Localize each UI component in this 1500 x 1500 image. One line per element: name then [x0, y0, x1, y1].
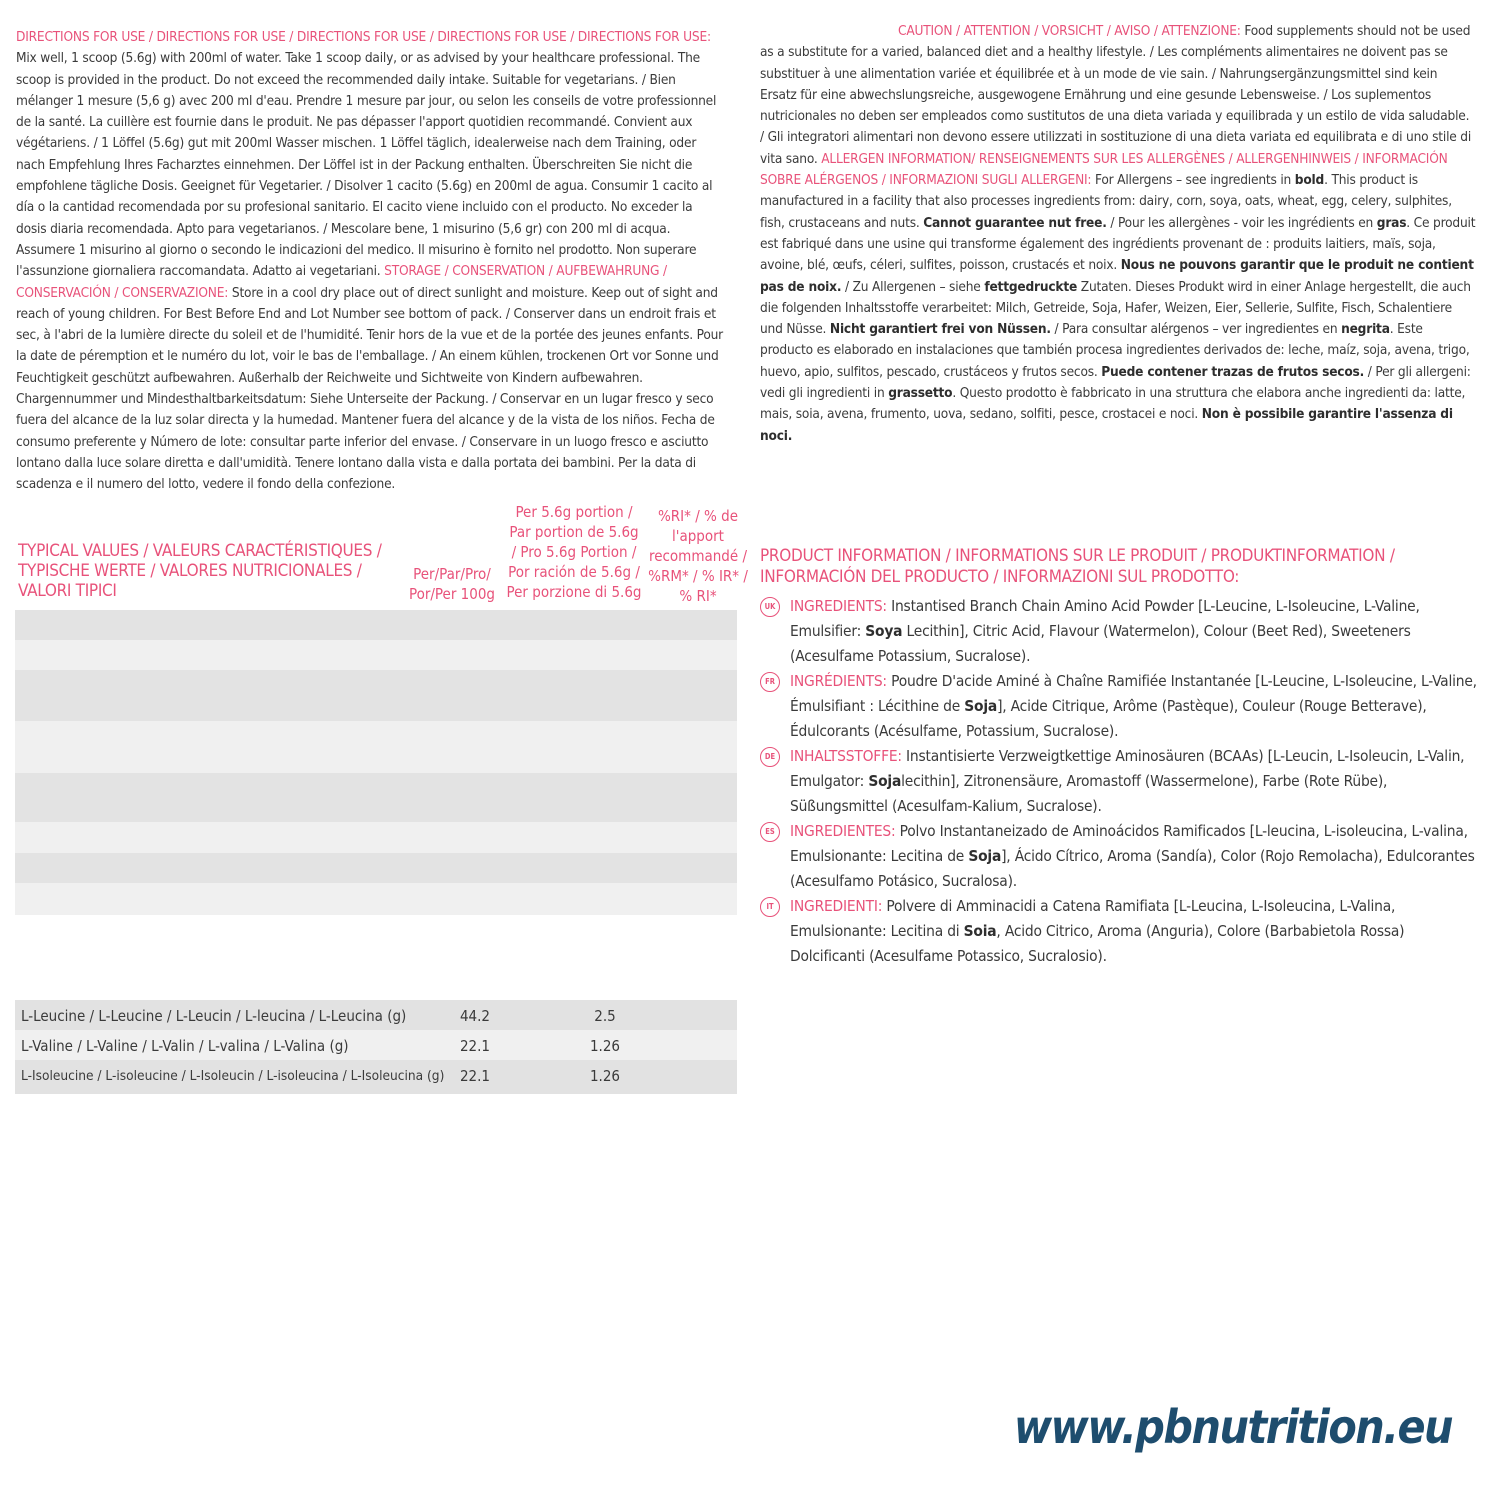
- language-badge-icon: IT: [760, 897, 780, 917]
- language-badge-icon: FR: [760, 672, 780, 692]
- ingredient-label: INHALTSSTOFFE:: [790, 747, 902, 765]
- bold-text: Soja: [968, 847, 1002, 865]
- amino-acid-table: [15, 1000, 737, 1094]
- ri-heading: %RI* / % de l'apport recommandé / %RM* / % IR* / % RI*: [648, 507, 748, 605]
- amino-name: L-Valine / L-Valine / L-Valin / L-valina / L-Valina (g): [21, 1037, 349, 1055]
- ingredient-entry: [760, 744, 1480, 819]
- table-row: [15, 1030, 737, 1060]
- amino-per100: 22.1: [459, 1037, 491, 1055]
- table-row: [15, 1060, 737, 1094]
- bold-text: fettgedruckte: [984, 278, 1078, 295]
- text-segment: . This product is manufactured in a facility that also processes ingredients from: dairy, corn, soya, oats, wheat, egg, celery, sulphites, fish, crustaceans and nuts.: [760, 172, 1452, 231]
- text-segment: ], Acide Citrique, Arôme (Pastèque), Couleur (Rouge Betterave), Édulcorants (Acésulfame, Potassium, Sucralose).: [790, 697, 1427, 740]
- language-badge-icon: ES: [760, 822, 780, 842]
- caution-heading: CAUTION / ATTENTION / VORSICHT / AVISO / ATTENZIONE:: [898, 23, 1241, 39]
- amino-name: L-Leucine / L-Leucine / L-Leucin / L-leucina / L-Leucina (g): [21, 1007, 407, 1025]
- bold-text: Nicht garantiert frei von Nüssen.: [829, 321, 1051, 338]
- bold-text: Puede contener trazas de frutos secos.: [1101, 363, 1365, 380]
- amino-name: L-Isoleucine / L-isoleucine / L-Isoleucin / L-isoleucina / L-Isoleucina (g): [21, 1068, 445, 1084]
- per-portion-heading: Per 5.6g portion / Par portion de 5.6g / Pro 5.6g Portion / Por ración de 5.6g / Per porzione di 5.6g: [506, 503, 642, 601]
- amino-per100: 22.1: [459, 1067, 491, 1085]
- allergen-heading: ALLERGEN INFORMATION/ RENSEIGNEMENTS SUR LES ALLERGÈNES / ALLERGENHINWEIS / INFORMACIÓN SOBRE ALÉRGENOS / INFORMAZIONI SUGLI ALLERGENI:: [760, 150, 1448, 189]
- text-segment: Zutaten. Dieses Produkt wird in einer Anlage hergestellt, die auch die folgenden Inhaltsstoffe verarbeitet: Milch, Getreide, Soja, Hafer, Weizen, Eier, Sellerie, Sulfite, Fisch, Schalentiere und Nüsse.: [760, 278, 1471, 338]
- text-segment: Polvo Instantaneizado de Aminoácidos Ramificados [L-leucina, L-isoleucina, L-valina, Emulsionante: Lecitina de: [790, 822, 1468, 865]
- bold-text: Soja: [964, 697, 998, 715]
- bold-text: Non è possibile garantire l'assenza di noci.: [760, 406, 1453, 444]
- language-badge-icon: DE: [760, 747, 780, 767]
- amino-per100: 44.2: [459, 1007, 491, 1025]
- per-100g-heading: Per/Par/Pro/ Por/Per 100g: [408, 565, 495, 603]
- text-segment: Instantisierte Verzweigtkettige Aminosäuren (BCAAs) [L-Leucin, L-Isoleucin, L-Valin, Emulgator:: [790, 747, 1465, 790]
- text-segment: Instantised Branch Chain Amino Acid Powder [L-Leucine, L-Isoleucine, L-Valine, Emulsifier:: [790, 597, 1420, 640]
- text-segment: , Acido Citrico, Aroma (Anguria), Colore (Barbabietola Rossa) Dolcificanti (Acesulfame Potassico, Sucralosio).: [790, 922, 1405, 965]
- typical-values-heading: TYPICAL VALUES / VALEURS CARACTÉRISTIQUES / TYPISCHE WERTE / VALORES NUTRICIONALES / VALORI TIPICI: [18, 541, 382, 601]
- amino-perportion: 2.5: [594, 1007, 616, 1025]
- table-row: [15, 822, 737, 853]
- caution-paragraph: [760, 21, 1476, 447]
- text-segment: ], Ácido Cítrico, Aroma (Sandía), Color (Rojo Remolacha), Edulcorantes (Acesulfamo Potásico, Sucralosa).: [790, 847, 1475, 890]
- nutrition-rows: [15, 610, 737, 915]
- text-segment: Poudre D'acide Aminé à Chaîne Ramifiée Instantanée [L-Leucine, L-Isoleucine, L-Valine, Émulsifiant : Lécithine de: [790, 672, 1477, 715]
- text-segment: / Zu Allergenen – siehe: [841, 278, 985, 295]
- bold-text: bold: [1294, 172, 1325, 189]
- text-segment: / Pour les allergènes - voir les ingrédients en: [1106, 214, 1377, 231]
- table-row: [15, 640, 737, 670]
- text-segment: Lecithin], Citric Acid, Flavour (Watermelon), Colour (Beet Red), Sweeteners (Acesulfame Potassium, Sucralose).: [790, 622, 1411, 665]
- text-segment: For Allergens – see ingredients in: [1095, 172, 1295, 189]
- caution-allergen-block: [760, 21, 1476, 447]
- bold-text: Soia: [963, 922, 997, 940]
- amino-perportion: 1.26: [589, 1037, 621, 1055]
- bold-text: Nous ne pouvons garantir que le produit ne contient pas de noix.: [760, 257, 1474, 295]
- caution-text: Food supplements should not be used as a substitute for a varied, balanced diet and a healthy lifestyle. / Les compléments alimentaires ne doivent pas se substituer à une alimentation variée et équilibrée et à un mode de vie sain. / Nahrungsergänzungsmittel sind kein Ersatz für eine abwechslungsreiche, ausgewogene Ernährung und eine gesunde Lebensweise. / Los suplementos nutricionales no deben ser empleados como sustitutos de una dieta variada y equilibrada y un estilo de vida saludable. / Gli integratori alimentari non devono essere utilizzati in sostituzione di una dieta variata ed equilibrata e di uno stile di vita sano.: [760, 23, 1472, 167]
- language-badge-icon: UK: [760, 597, 780, 617]
- storage-heading: STORAGE / CONSERVATION / AUFBEWAHRUNG / CONSERVACIÓN / CONSERVAZIONE:: [16, 263, 667, 301]
- text-segment: . Questo prodotto è fabbricato in una struttura che elabora anche ingredienti da: latte, mais, soia, avena, frumento, uova, sedano, solfiti, pesce, crostacei e noci.: [760, 385, 1466, 423]
- text-segment: Polvere di Amminacidi a Catena Ramifiata [L-Leucina, L-Isoleucina, L-Valina, Emulsionante: Lecitina di: [790, 897, 1396, 940]
- bold-text: Soya: [865, 622, 903, 640]
- table-row: [15, 610, 737, 640]
- ingredient-entry: [760, 894, 1480, 969]
- directions-storage-block: [16, 27, 724, 496]
- bold-text: negrita: [1341, 321, 1390, 338]
- table-row: [15, 853, 737, 883]
- ingredient-entry: [760, 594, 1480, 669]
- allergen-text: [760, 172, 1475, 444]
- ingredient-label: INGREDIENTI:: [790, 897, 883, 915]
- ingredient-label: INGREDIENTS:: [790, 597, 887, 615]
- bold-text: Cannot guarantee nut free.: [923, 214, 1107, 231]
- directions-text: Mix well, 1 scoop (5.6g) with 200ml of water. Take 1 scoop daily, or as advised by your healthcare professional. The scoop is provided in the product. Do not exceed the recommended daily intake. Suitable for vegetarians. / Bien mélanger 1 mesure (5,6 g) avec 200 ml d'eau. Prendre 1 mesure par jour, ou selon les conseils de votre professionnel de la santé. La cuillère est fournie dans le produit. Ne pas dépasser l'apport quotidien recommandé. Convient aux végétariens. / 1 Löffel (5.6g) gut mit 200ml Wasser mischen. 1 Löffel täglich, idealerweise nach dem Training, oder nach Empfehlung Ihres Facharztes einnehmen. Der Löffel ist in der Packung enthalten. Überschreiten Sie nicht die empfohlene tägliche Dosis. Geeignet für Vegetarier. / Disolver 1 cacito (5.6g) en 200ml de agua. Consumir 1 cacito al día o la cantidad recomendada por su profesional sanitario. El cacito viene incluido con el producto. No exceder la dosis diaria recomendada. Apto para vegetarianos. / Mescolare bene, 1 misurino (5,6 gr) con 200 ml di acqua. Assumere 1 misurino al giorno o secondo le indicazioni del medico. Il misurino è fornito nel prodotto. Non superare l'assunzione giornaliera raccomandata. Adatto ai vegetariani.: [16, 50, 717, 280]
- amino-perportion: 1.26: [589, 1067, 621, 1085]
- bold-text: gras: [1376, 214, 1407, 231]
- storage-text: Store in a cool dry place out of direct sunlight and moisture. Keep out of sight and reach of young children. For Best Before End and Lot Number see bottom of pack. / Conserver dans un endroit frais et sec, à l'abri de la lumière directe du soleil et de l'humidité. Tenir hors de la vue et de la portée des jeunes enfants. Pour la date de péremption et le numéro du lot, voir le bas de l'emballage. / An einem kühlen, trockenen Ort vor Sonne und Feuchtigkeit geschützt aufbewahren. Außerhalb der Reichweite und Sichtweite von Kindern aufbewahren. Chargennummer und Mindesthaltbarkeitsdatum: Siehe Unterseite der Packung. / Conservar en un lugar fresco y seco fuera del alcance de la luz solar directa y la humedad. Mantener fuera del alcance y de la vista de los niños. Fecha de consumo preferente y Número de lote: consultar parte inferior del envase. / Conservare in un luogo fresco e asciutto lontano dalla luce solare diretta e dall'umidità. Tenere lontano dalla vista e dalla portata dei bambini. Per la data di scadenza e il numero del lotto, vedere il fondo della confezione.: [16, 284, 723, 493]
- table-row: [15, 670, 737, 721]
- text-segment: lecithin], Zitronensäure, Aromastoff (Wassermelone), Farbe (Rote Rübe), Süßungsmittel (Acesulfam-Kalium, Sucralose).: [790, 772, 1388, 815]
- table-row: [15, 721, 737, 773]
- ingredient-label: INGREDIENTES:: [790, 822, 896, 840]
- table-row: [15, 773, 737, 822]
- website-url[interactable]: www.pbnutrition.eu: [1013, 1400, 1452, 1454]
- ingredients-list: [760, 594, 1480, 969]
- text-segment: / Para consultar alérgenos – ver ingredientes en: [1050, 321, 1342, 338]
- ingredient-entry: [760, 669, 1480, 744]
- text-segment: . Este producto es elaborado en instalaciones que también procesa ingredientes derivados de: leche, maíz, soja, avena, trigo, huevo, apio, sulfitos, pescado, crustáceos y frutos secos.: [760, 321, 1470, 380]
- text-segment: . Ce produit est fabriqué dans une usine qui transforme également des ingrédients provenant de : produits laitiers, maïs, soja, avoine, blé, œufs, céleri, sulfites, poisson, crustacés et noix.: [760, 214, 1476, 274]
- ingredient-label: INGRÉDIENTS:: [790, 672, 887, 690]
- table-row: [15, 883, 737, 915]
- text-segment: / Per gli allergeni: vedi gli ingredienti in: [760, 363, 1471, 402]
- table-row: [15, 1000, 737, 1030]
- directions-heading: DIRECTIONS FOR USE / DIRECTIONS FOR USE / DIRECTIONS FOR USE / DIRECTIONS FOR USE / DIRECTIONS FOR USE:: [16, 29, 711, 45]
- bold-text: grassetto: [888, 385, 953, 402]
- bold-text: Soja: [868, 772, 902, 790]
- product-info-title: PRODUCT INFORMATION / INFORMATIONS SUR LE PRODUIT / PRODUKTINFORMATION / INFORMACIÓN DEL PRODUCTO / INFORMAZIONI SUL PRODOTTO:: [760, 546, 1395, 587]
- ingredient-entry: [760, 819, 1480, 894]
